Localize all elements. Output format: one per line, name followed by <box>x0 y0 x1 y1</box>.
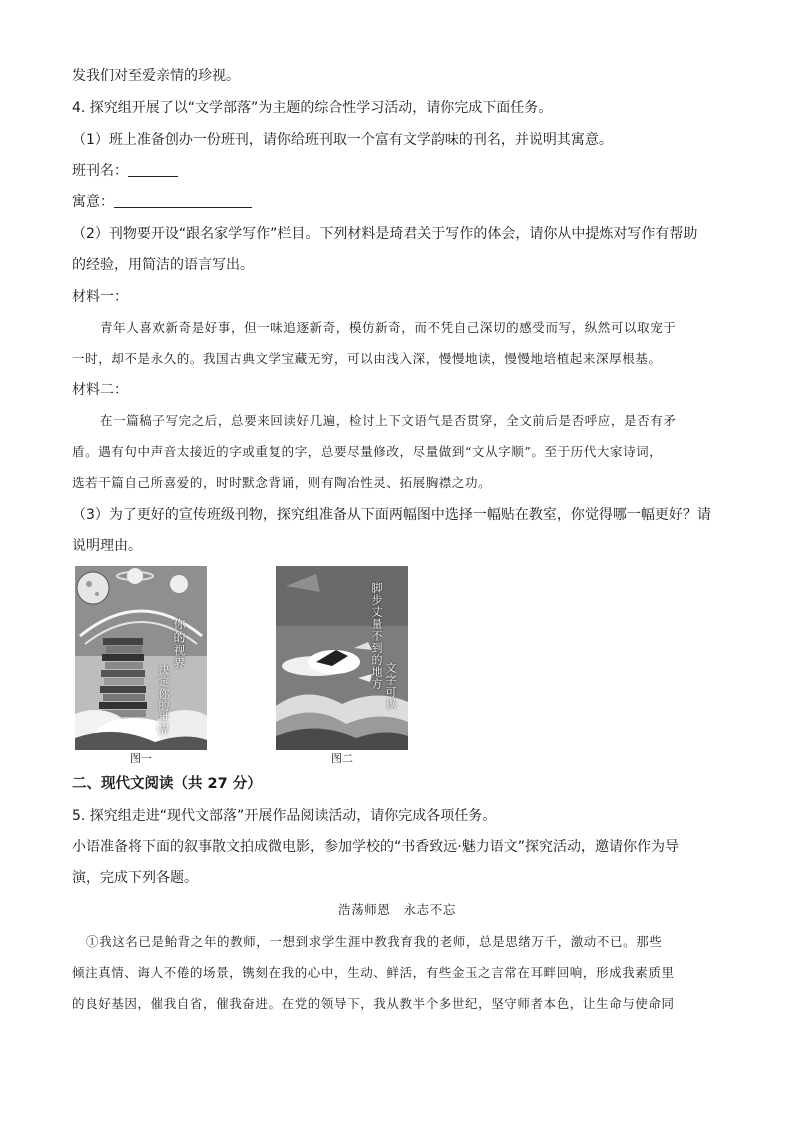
section-2-heading: 二、现代文阅读（共 27 分） <box>72 776 262 792</box>
poster-1-text-b: 决定你的世界 <box>157 664 170 736</box>
question-4-2-line2: 的经验，用简洁的语言写出。 <box>72 257 254 273</box>
text-line: 发我们对至爱亲情的珍视。 <box>72 68 240 84</box>
answer-title-row <box>72 161 178 181</box>
material-1-line2: 一时，却不是永久的。我国古典文学宝藏无穷，可以由浅入深，慢慢地读，慢慢地培植起来深厚根基。 <box>72 351 662 366</box>
poster-figure-1 <box>75 566 207 750</box>
intro-line1: 小语准备将下面的叙事散文拍成微电影，参加学校的“书香致远·魅力语文”探究活动，邀请你作为导 <box>72 839 679 855</box>
poster-2-illustration <box>276 566 408 750</box>
intro-line2: 演，完成下列各题。 <box>72 870 198 886</box>
question-5: 5. 探究组走进“现代文部落”开展作品阅读活动，请你完成各项任务。 <box>72 808 497 824</box>
material-1-line1: 青年人喜欢新奇是好事，但一味追逐新奇，模仿新奇，而不凭自己深切的感受而写，纵然可以取宠于 <box>100 320 677 335</box>
material-2-label: 材料二： <box>72 382 128 398</box>
question-4: 4. 探究组开展了以“文学部落”为主题的综合性学习活动，请你完成下面任务。 <box>72 100 553 116</box>
paragraph-1-line1: ①我这名已是鲐背之年的教师，一想到求学生涯中教我育我的老师，总是思绪万千，激动不已。那些 <box>86 934 663 949</box>
figure-1-caption: 图一 <box>130 752 152 765</box>
question-4-1: （1）班上准备创办一份班刊，请你给班刊取一个富有文学韵味的刊名，并说明其寓意。 <box>72 132 613 148</box>
question-4-3-line1: （3）为了更好的宣传班级刊物，探究组准备从下面两幅图中选择一幅贴在教室，你觉得哪一幅更好？请 <box>72 507 711 523</box>
figure-2-caption: 图二 <box>331 752 353 765</box>
paragraph-1-line3: 的良好基因，催我自省，催我奋进。在党的领导下，我从教半个多世纪，坚守师者本色，让生命与使命同 <box>72 996 675 1011</box>
poster-1-text-a: 你的视界 <box>172 618 186 670</box>
title-label: 班刊名： <box>72 163 128 179</box>
question-4-3-line2: 说明理由。 <box>72 538 142 554</box>
poster-2-text-b: 文字可以 <box>384 662 397 710</box>
poster-2-text-a: 脚步丈量不到的地方 <box>370 582 383 690</box>
essay-title: 浩荡师恩 永志不忘 <box>338 902 456 917</box>
question-4-2-line1: （2）刊物要开设“跟名家学写作”栏目。下列材料是琦君关于写作的体会，请你从中提炼对写作有帮助 <box>72 226 698 242</box>
material-1-label: 材料一： <box>72 289 128 305</box>
answer-meaning-row <box>72 192 252 212</box>
title-blank[interactable] <box>128 162 178 177</box>
material-2-line2: 盾。遇有句中声音太接近的字或重复的字，总要尽量修改，尽量做到“文从字顺”。至于历代大家诗词， <box>72 444 663 459</box>
material-2-line3: 选若干篇自己所喜爱的，时时默念背诵，则有陶冶性灵、拓展胸襟之功。 <box>72 475 492 490</box>
paragraph-1-line2: 倾注真情、诲人不倦的场景，镌刻在我的心中，生动、鲜活，有些金玉之言常在耳畔回响，形成我素质里 <box>72 965 675 980</box>
poster-figure-2 <box>276 566 408 750</box>
meaning-blank[interactable] <box>114 193 252 208</box>
material-2-line1: 在一篇稿子写完之后，总要来回读好几遍，检讨上下文语气是否贯穿，全文前后是否呼应，是否有矛 <box>100 413 677 428</box>
meaning-label: 寓意： <box>72 194 114 210</box>
